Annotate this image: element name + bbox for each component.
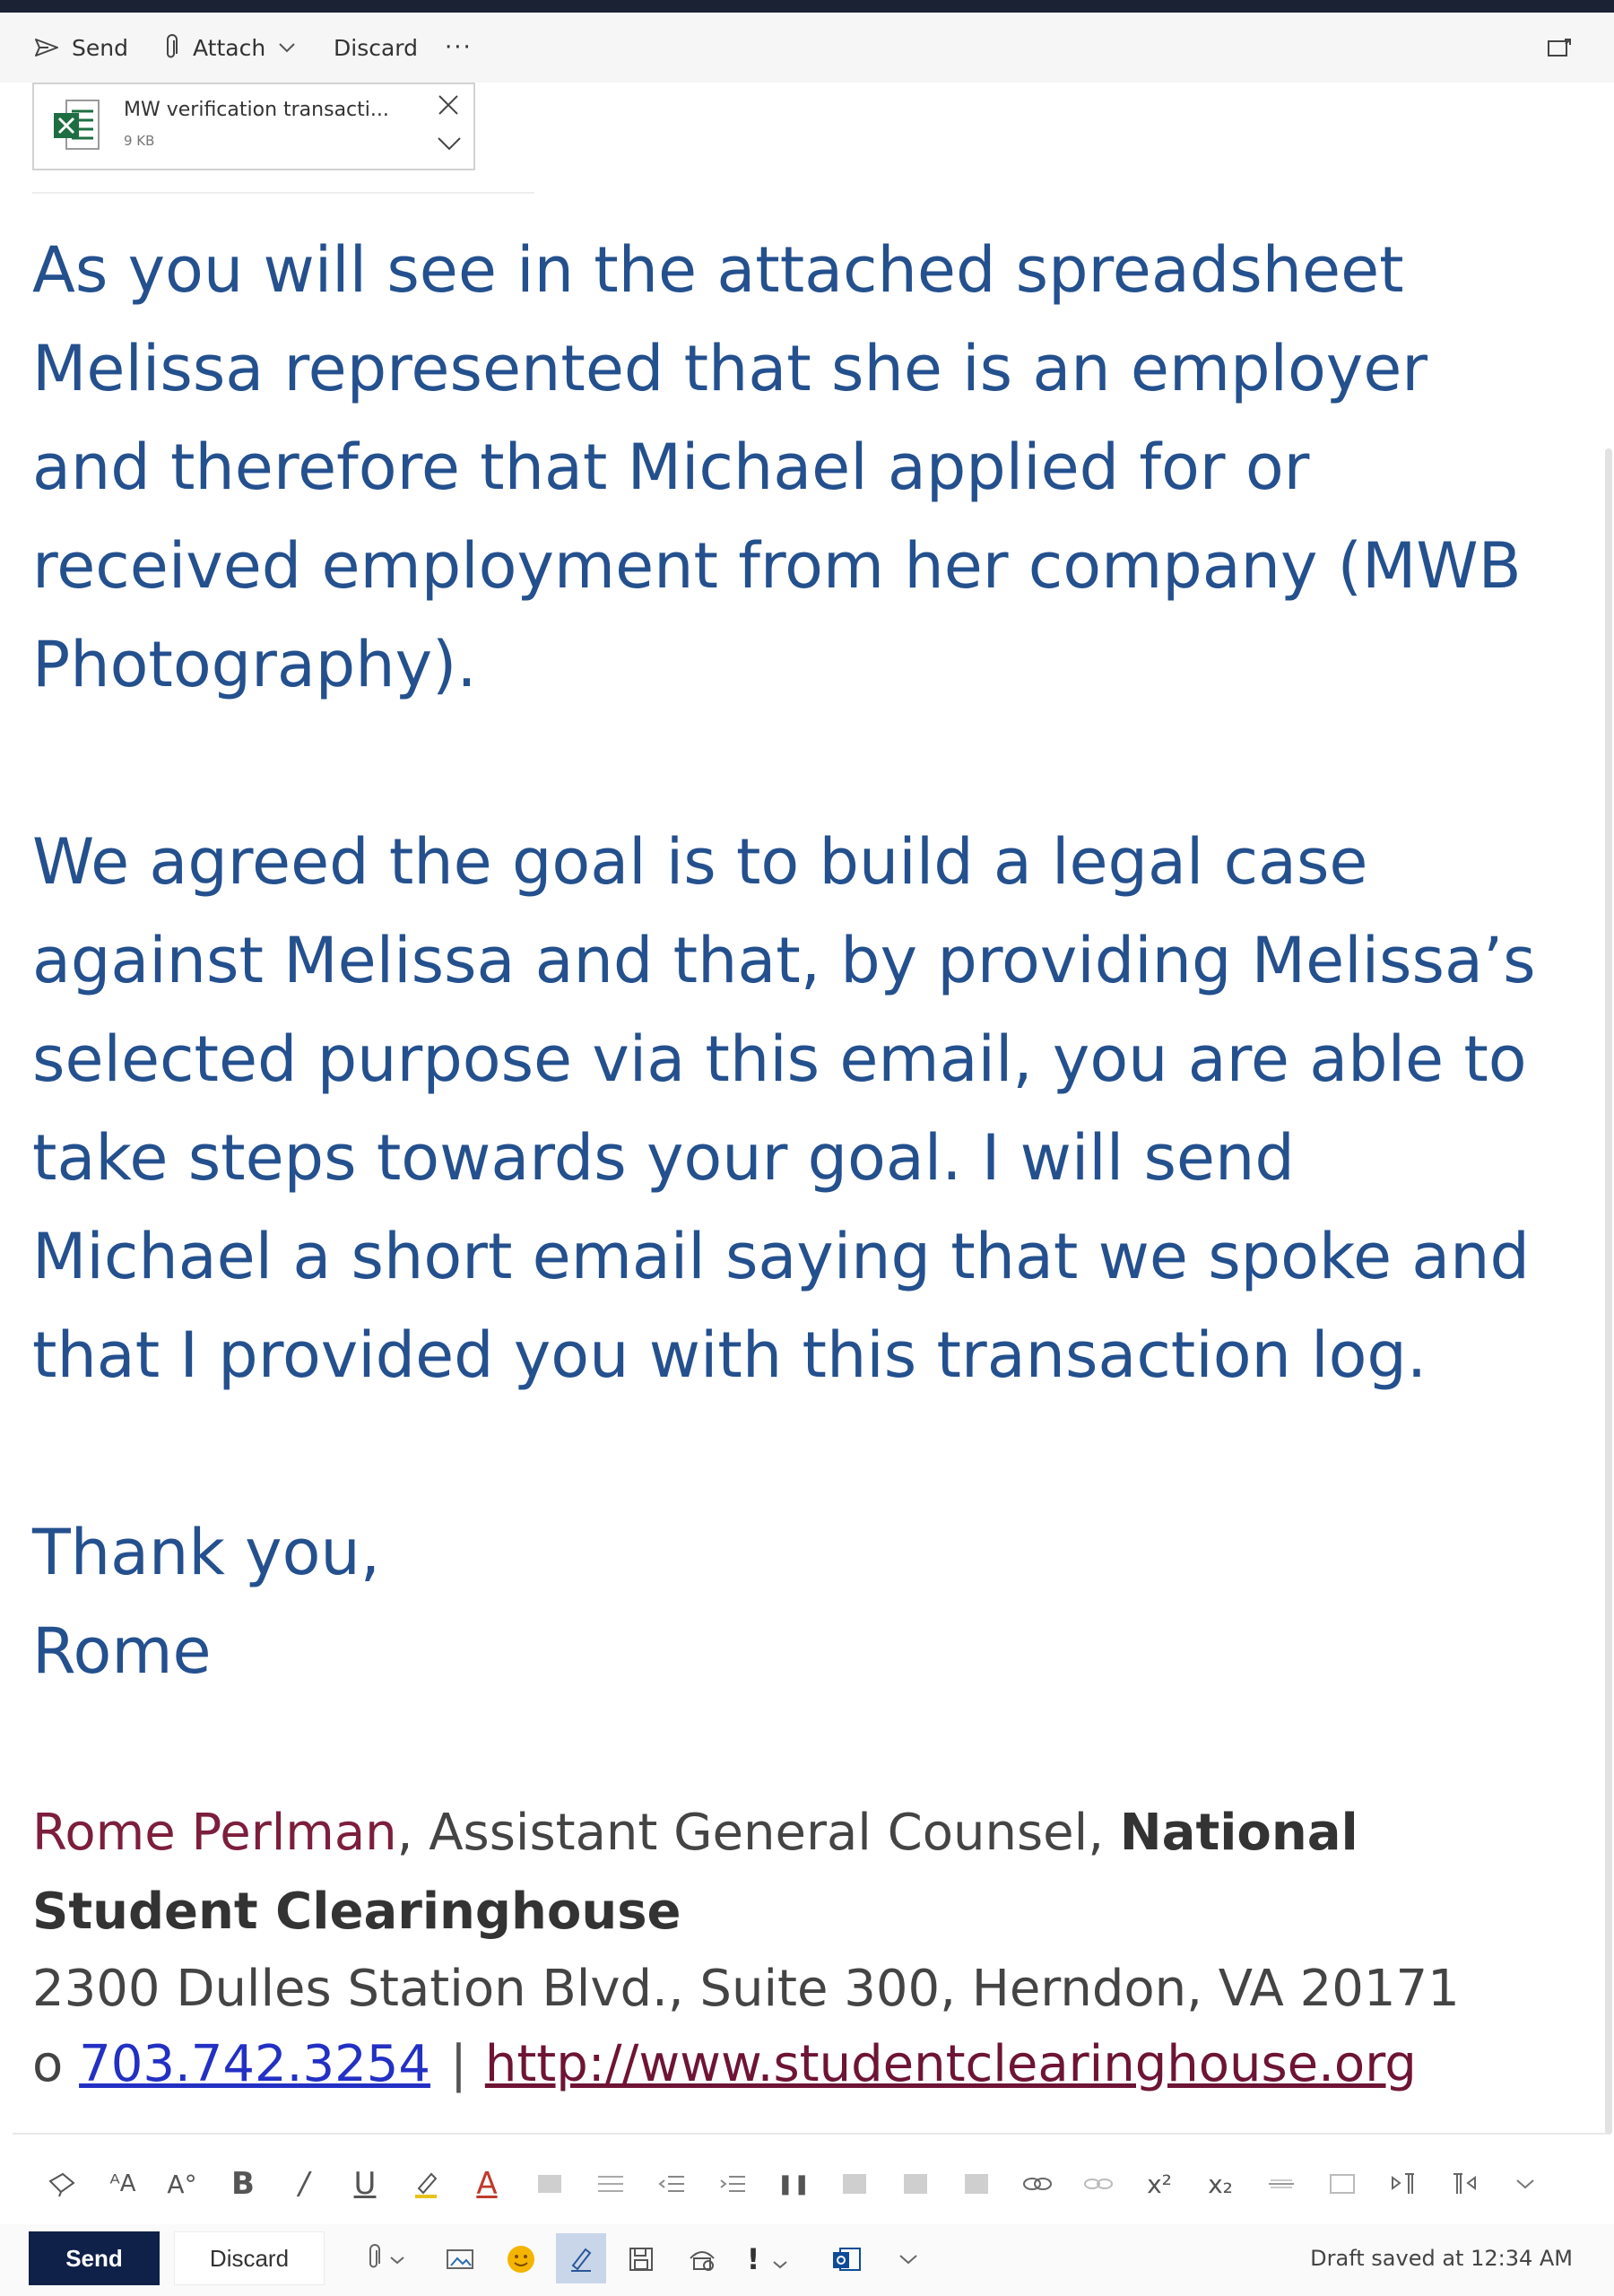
phone-link[interactable]: 703.742.3254 xyxy=(79,2035,430,2093)
outlook-app-icon[interactable] xyxy=(829,2237,864,2282)
bold-button[interactable]: B xyxy=(231,2166,255,2202)
signature-org: National xyxy=(1119,1804,1358,1862)
scrollbar[interactable] xyxy=(1605,448,1612,2135)
body-line: As you will see in the attached spreadsheet xyxy=(32,233,1404,307)
draft-status: Draft saved at 12:34 AM xyxy=(1310,2246,1573,2271)
website-link[interactable]: http://www.studentclearinghouse.org xyxy=(484,2035,1417,2093)
align-right-icon[interactable] xyxy=(954,2161,999,2206)
paperclip-icon xyxy=(368,2244,380,2274)
attach-label: Attach xyxy=(193,34,266,61)
send-icon xyxy=(34,38,59,57)
send-toolbar-button[interactable] xyxy=(34,13,128,83)
closing-line: Rome xyxy=(32,1614,212,1688)
body-line: Michael a short email saying that we spoke and xyxy=(32,1220,1530,1293)
divider xyxy=(32,192,534,194)
bullets-icon[interactable] xyxy=(527,2161,572,2206)
body-line: and therefore that Michael applied for or xyxy=(32,430,1310,504)
signature-name: Rome Perlman xyxy=(32,1804,397,1862)
numbering-icon[interactable] xyxy=(588,2161,633,2206)
send-button[interactable]: Send xyxy=(29,2231,160,2285)
save-icon[interactable] xyxy=(619,2237,664,2282)
superscript-button[interactable]: x² xyxy=(1147,2169,1172,2199)
closing-line: Thank you, xyxy=(32,1516,381,1589)
strikethrough-icon[interactable] xyxy=(1259,2161,1304,2206)
ltr-icon[interactable] xyxy=(1381,2161,1426,2206)
align-center-icon[interactable] xyxy=(893,2161,938,2206)
align-left-icon[interactable] xyxy=(832,2161,877,2206)
unlink-icon[interactable] xyxy=(1076,2161,1121,2206)
chevron-down-icon[interactable] xyxy=(893,2237,924,2282)
discard-button[interactable]: Discard xyxy=(174,2231,325,2285)
quote-icon[interactable]: ❚❚ xyxy=(777,2172,811,2196)
font-size-icon[interactable]: ᴬA xyxy=(109,2170,136,2197)
decrease-indent-icon[interactable] xyxy=(649,2161,694,2206)
discard-toolbar-button[interactable]: Discard xyxy=(334,34,418,61)
signature-contact-line xyxy=(32,2027,1584,2102)
separator: | xyxy=(449,2035,467,2093)
body-line: received employment from her company (MWB xyxy=(32,529,1522,603)
link-icon[interactable] xyxy=(1015,2161,1060,2206)
body-line: against Melissa and that, by providing Melissa’s xyxy=(32,924,1536,997)
increase-indent-icon[interactable] xyxy=(710,2161,755,2206)
email-signature xyxy=(32,1794,1584,2102)
insert-picture-icon[interactable] xyxy=(438,2237,482,2282)
importance-button[interactable] xyxy=(741,2237,794,2282)
attachment-file-size: 9 KB xyxy=(124,133,155,149)
attachment-file-name: MW verification transacti... xyxy=(124,99,389,121)
compose-toolbar xyxy=(0,13,1614,83)
paragraph-gap xyxy=(32,714,1584,813)
body-line: take steps towards your goal. I will send xyxy=(32,1121,1295,1195)
window-top-edge xyxy=(0,0,1614,13)
close-icon[interactable] xyxy=(437,93,460,120)
paperclip-icon xyxy=(164,34,178,61)
emoji-icon[interactable] xyxy=(499,2237,543,2282)
divider xyxy=(13,2133,1609,2135)
signature-title: , Assistant General Counsel, xyxy=(396,1804,1120,1862)
chevron-down-icon[interactable] xyxy=(278,42,296,53)
formatting-toolbar xyxy=(0,2144,1614,2224)
sensitivity-icon[interactable] xyxy=(680,2237,725,2282)
attach-file-button[interactable] xyxy=(355,2237,418,2282)
phone-prefix: o xyxy=(32,2035,80,2093)
highlight-icon[interactable] xyxy=(404,2161,448,2206)
signature-name-line xyxy=(32,1794,1584,1873)
clear-formatting-icon[interactable] xyxy=(1320,2161,1365,2206)
chevron-down-icon xyxy=(772,2242,788,2276)
signature-address: 2300 Dulles Station Blvd., Suite 300, Herndon, VA 20171 xyxy=(32,1960,1460,2018)
body-line: that I provided you with this transaction log. xyxy=(32,1318,1427,1392)
body-line: Photography). xyxy=(32,628,477,701)
excel-file-icon xyxy=(52,99,102,156)
chevron-down-icon xyxy=(389,2251,405,2268)
attachment-card[interactable] xyxy=(32,83,475,170)
rtl-icon[interactable] xyxy=(1442,2161,1487,2206)
more-options-button[interactable]: ··· xyxy=(445,34,473,61)
signature-org-line: Student Clearinghouse xyxy=(32,1883,681,1941)
body-line: Melissa represented that she is an employer xyxy=(32,332,1428,405)
underline-button[interactable]: U xyxy=(353,2166,377,2202)
message-body[interactable] xyxy=(32,221,1584,1700)
italic-button[interactable]: / xyxy=(299,2166,309,2202)
popout-icon[interactable] xyxy=(1547,13,1574,83)
attach-toolbar-button[interactable] xyxy=(164,13,296,83)
subscript-button[interactable]: x₂ xyxy=(1208,2169,1233,2199)
format-painter-icon[interactable] xyxy=(39,2161,84,2206)
font-color-button[interactable]: A xyxy=(476,2166,498,2202)
draw-icon[interactable] xyxy=(556,2233,606,2283)
compose-action-bar xyxy=(0,2224,1614,2296)
importance-icon: ! xyxy=(746,2242,760,2276)
paragraph-gap xyxy=(32,1405,1584,1503)
chevron-down-icon[interactable] xyxy=(1503,2161,1548,2206)
send-label: Send xyxy=(72,34,128,61)
chevron-down-icon[interactable] xyxy=(437,136,462,154)
body-line: selected purpose via this email, you are able to xyxy=(32,1022,1527,1096)
body-line: We agreed the goal is to build a legal case xyxy=(32,825,1368,899)
grow-font-icon[interactable]: A° xyxy=(167,2169,197,2199)
